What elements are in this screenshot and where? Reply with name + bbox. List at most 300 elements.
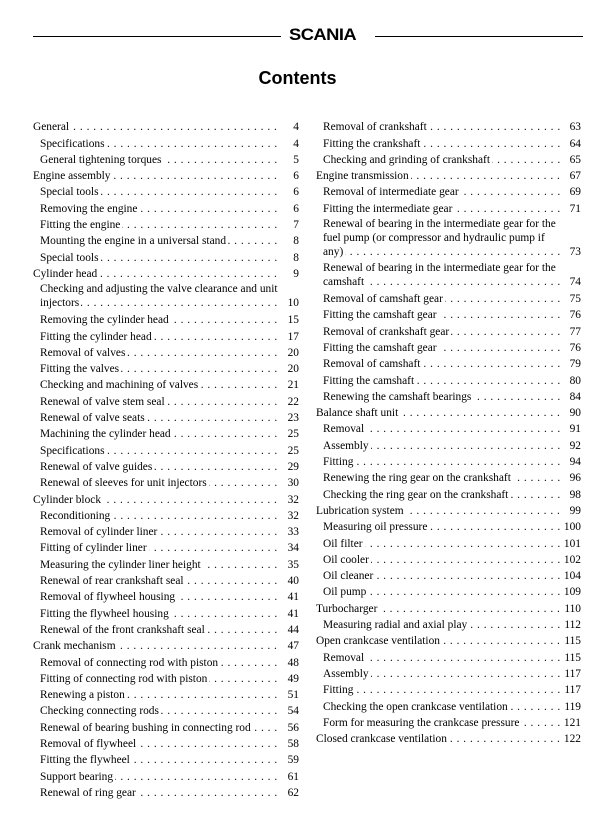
toc-entry-label: Renewal of valve guides: [40, 460, 153, 473]
toc-entry-label: Fitting the cylinder head: [40, 330, 152, 343]
toc-entry-label: Checking and machining of valves: [40, 379, 199, 392]
toc-entry-label: Measuring radial and axial play: [323, 619, 468, 632]
toc-section-entry[interactable]: [33, 118, 299, 134]
toc-right-column: [316, 118, 581, 746]
header-rule-right: [375, 36, 583, 37]
toc-page-number: 9: [281, 267, 299, 281]
toc-entry-label: Support bearing: [40, 770, 114, 783]
toc-subsection-entry[interactable]: [316, 151, 581, 167]
toc-page-number: 47: [281, 639, 299, 653]
toc-subsection-entry[interactable]: [33, 216, 299, 232]
toc-page-number: 33: [281, 525, 299, 539]
toc-entry-text: [323, 569, 560, 583]
toc-page-number: 44: [281, 623, 299, 637]
toc-entry-text: [323, 520, 560, 534]
toc-page-number: 77: [563, 325, 581, 339]
toc-page-number: 117: [560, 683, 581, 697]
toc-page-number: 20: [281, 346, 299, 360]
page-header: [33, 22, 583, 50]
toc-entry-text: [323, 651, 560, 665]
toc-entry-text: [316, 169, 563, 183]
toc-entry-label: Checking and adjusting the valve clearance and unit injectors: [40, 282, 278, 309]
toc-entry-label: Fitting of cylinder liner: [40, 542, 147, 555]
toc-entry-label: Renewal of sleeves for unit injectors: [40, 477, 207, 490]
toc-page-number: 109: [560, 585, 581, 599]
toc-page-number: 100: [560, 520, 581, 534]
toc-subsection-entry[interactable]: [33, 232, 299, 248]
toc-section-entry[interactable]: [316, 167, 581, 183]
toc-entry-text: [323, 292, 563, 306]
toc-page-number: 63: [563, 120, 581, 134]
toc-entry-text: [40, 282, 281, 310]
toc-entry-label: Removal of camshaft gear: [323, 293, 443, 306]
toc-entry-label: Removal: [323, 423, 365, 436]
toc-page-number: 115: [560, 634, 581, 648]
toc-subsection-entry[interactable]: [33, 199, 299, 215]
toc-page-number: 8: [281, 234, 299, 248]
toc-entry-text: [40, 218, 281, 232]
toc-section-entry[interactable]: [316, 599, 581, 615]
toc-subsection-entry[interactable]: [316, 665, 581, 681]
toc-subsection-entry[interactable]: [33, 425, 299, 441]
toc-subsection-entry[interactable]: [33, 572, 299, 588]
toc-entry-label: Renewal of bearing in the intermediate gear for the camshaft: [323, 261, 556, 288]
toc-subsection-entry[interactable]: [316, 260, 581, 290]
toc-entry-text: [323, 153, 563, 167]
toc-entry-text: [40, 444, 281, 458]
toc-entry-text: [323, 374, 563, 388]
toc-section-entry[interactable]: [33, 167, 299, 183]
toc-page-number: 73: [563, 245, 581, 259]
toc-subsection-entry[interactable]: [316, 518, 581, 534]
toc-page-number: 30: [281, 476, 299, 490]
toc-subsection-entry[interactable]: [33, 474, 299, 490]
toc-entry-label: Specifications: [40, 137, 105, 150]
toc-entry-label: Removal of connecting rod with piston: [40, 656, 219, 669]
toc-subsection-entry[interactable]: [33, 555, 299, 571]
toc-entry-text: [323, 683, 560, 697]
toc-page-number: 35: [281, 558, 299, 572]
toc-subsection-entry[interactable]: [316, 118, 581, 134]
toc-page-number: 23: [281, 411, 299, 425]
toc-entry-label: Removal: [323, 651, 365, 664]
toc-page-number: 41: [281, 607, 299, 621]
toc-entry-text: [40, 509, 281, 523]
toc-entry-label: Fitting the valves: [40, 363, 120, 376]
toc-page-number: 94: [563, 455, 581, 469]
toc-entry-text: [40, 313, 281, 327]
toc-entry-text: [323, 488, 563, 502]
toc-page-number: 49: [281, 672, 299, 686]
toc-entry-label: Renewal of valve seats: [40, 412, 145, 425]
toc-subsection-entry[interactable]: [316, 648, 581, 664]
toc-entry-text: [33, 169, 281, 183]
toc-entry-label: Fitting the flywheel housing: [40, 607, 169, 620]
toc-page-number: 64: [563, 137, 581, 151]
toc-entry-text: [323, 553, 560, 567]
toc-subsection-entry[interactable]: [33, 409, 299, 425]
toc-entry-label: Removal of valves: [40, 346, 126, 359]
toc-page-number: 117: [560, 667, 581, 681]
toc-subsection-entry[interactable]: [33, 344, 299, 360]
toc-subsection-entry[interactable]: [33, 376, 299, 392]
toc-entry-text: [33, 639, 281, 653]
toc-entry-text: [40, 185, 281, 199]
toc-page-number: 91: [563, 422, 581, 436]
toc-entry-label: Oil cleaner: [323, 570, 374, 583]
toc-entry-text: [40, 525, 281, 539]
toc-page-number: 10: [281, 296, 299, 310]
toc-entry-label: Form for measuring the crankcase pressure: [323, 716, 520, 729]
toc-entry-label: Engine transmission: [316, 170, 409, 183]
toc-subsection-entry[interactable]: [33, 507, 299, 523]
toc-subsection-entry[interactable]: [33, 702, 299, 718]
toc-subsection-entry[interactable]: [316, 306, 581, 322]
toc-subsection-entry[interactable]: [33, 686, 299, 702]
toc-entry-text: [323, 120, 563, 134]
toc-subsection-entry[interactable]: [316, 388, 581, 404]
toc-page-number: 121: [560, 716, 581, 730]
toc-subsection-entry[interactable]: [33, 523, 299, 539]
toc-entry-text: [316, 602, 560, 616]
toc-page-number: 71: [563, 202, 581, 216]
toc-entry-text: [40, 427, 281, 441]
toc-subsection-entry[interactable]: [33, 248, 299, 264]
toc-subsection-entry[interactable]: [33, 670, 299, 686]
toc-entry-label: Removal of flywheel: [40, 737, 137, 750]
toc-page-number: 8: [281, 251, 299, 265]
toc-page-number: 41: [281, 590, 299, 604]
toc-entry-label: Assembly: [323, 667, 369, 680]
toc-section-entry[interactable]: [33, 265, 299, 281]
toc-entry-text: [40, 234, 281, 248]
toc-entry-label: Renewal of bearing bushing in connecting rod: [40, 721, 251, 734]
toc-entry-label: Fitting: [323, 684, 354, 697]
toc-page-number: 48: [281, 656, 299, 670]
toc-subsection-entry[interactable]: [316, 616, 581, 632]
toc-entry-label: Engine assembly: [33, 170, 111, 183]
toc-subsection-entry[interactable]: [33, 653, 299, 669]
toc-entry-text: [40, 672, 281, 686]
scania-logo: SCANIA: [289, 25, 357, 44]
toc-subsection-entry[interactable]: [33, 392, 299, 408]
toc-entry-text: [316, 732, 560, 746]
toc-subsection-entry[interactable]: [316, 714, 581, 730]
toc-entry-text: [40, 737, 281, 751]
toc-subsection-entry[interactable]: [33, 151, 299, 167]
toc-entry-label: Fitting of connecting rod with piston: [40, 672, 208, 685]
toc-subsection-entry[interactable]: [316, 681, 581, 697]
toc-entry-label: Turbocharger: [316, 602, 378, 615]
toc-subsection-entry[interactable]: [316, 697, 581, 713]
toc-page-number: 29: [281, 460, 299, 474]
toc-entry-text: [316, 406, 563, 420]
toc-entry-label: Cylinder head: [33, 267, 98, 280]
toc-page-number: 112: [560, 618, 581, 632]
toc-entry-label: Fitting the camshaft: [323, 374, 415, 387]
toc-entry-label: Reconditioning: [40, 509, 111, 522]
toc-entry-label: Closed crankcase ventilation: [316, 733, 447, 746]
toc-entry-label: General tightening torques: [40, 153, 162, 166]
toc-subsection-entry[interactable]: [316, 199, 581, 215]
toc-page-number: 6: [281, 202, 299, 216]
toc-subsection-entry[interactable]: [316, 355, 581, 371]
toc-entry-text: [40, 378, 281, 392]
toc-entry-label: Special tools: [40, 186, 99, 199]
toc-entry-label: Mounting the engine in a universal stand: [40, 235, 227, 248]
toc-entry-label: Assembly: [323, 439, 369, 452]
toc-subsection-entry[interactable]: [316, 453, 581, 469]
toc-entry-text: [40, 362, 281, 376]
toc-subsection-entry[interactable]: [33, 735, 299, 751]
toc-page-number: 6: [281, 169, 299, 183]
toc-entry-text: [40, 153, 281, 167]
toc-subsection-entry[interactable]: [316, 134, 581, 150]
toc-entry-text: [323, 422, 563, 436]
toc-entry-text: [323, 357, 563, 371]
toc-entry-label: Oil pump: [323, 586, 367, 599]
toc-subsection-entry[interactable]: [316, 290, 581, 306]
toc-subsection-entry[interactable]: [316, 371, 581, 387]
toc-subsection-entry[interactable]: [316, 183, 581, 199]
toc-subsection-entry[interactable]: [33, 604, 299, 620]
toc-page-number: 99: [563, 504, 581, 518]
toc-subsection-entry[interactable]: [316, 216, 581, 260]
toc-page-number: 76: [563, 341, 581, 355]
toc-entry-text: [33, 120, 281, 134]
toc-entry-text: [33, 267, 281, 281]
toc-entry-text: [323, 261, 563, 289]
toc-page-number: 4: [281, 120, 299, 134]
toc-page-number: 90: [563, 406, 581, 420]
toc-entry-label: Fitting the crankshaft: [323, 137, 421, 150]
toc-page-number: 25: [281, 427, 299, 441]
toc-entry-text: [323, 585, 560, 599]
toc-subsection-entry[interactable]: [316, 583, 581, 599]
toc-entry-label: Renewal of ring gear: [40, 786, 136, 799]
toc-subsection-entry[interactable]: [33, 621, 299, 637]
toc-page-number: 69: [563, 185, 581, 199]
toc-entry-text: [40, 346, 281, 360]
toc-page-number: 32: [281, 509, 299, 523]
toc-entry-text: [40, 202, 281, 216]
toc-entry-text: [40, 688, 281, 702]
toc-page-number: 21: [281, 378, 299, 392]
toc-subsection-entry[interactable]: [316, 485, 581, 501]
toc-page-number: 92: [563, 439, 581, 453]
toc-entry-label: Fitting the intermediate gear: [323, 202, 453, 215]
header-rule-left: [33, 36, 281, 37]
toc-page-number: 75: [563, 292, 581, 306]
toc-entry-label: Fitting the camshaft gear: [323, 309, 437, 322]
toc-page-number: 56: [281, 721, 299, 735]
toc-page-number: 84: [563, 390, 581, 404]
toc-entry-text: [40, 656, 281, 670]
toc-entry-text: [323, 390, 563, 404]
toc-entry-label: Fitting the engine: [40, 219, 121, 232]
toc-entry-label: Open crankcase ventilation: [316, 635, 440, 648]
toc-entry-text: [323, 202, 563, 216]
toc-entry-text: [40, 411, 281, 425]
toc-entry-label: Renewing a piston: [40, 689, 125, 702]
toc-subsection-entry[interactable]: [33, 588, 299, 604]
toc-entry-text: [323, 667, 560, 681]
toc-entry-label: General: [33, 121, 70, 134]
toc-entry-label: Renewal of bearing in the intermediate gear for the fuel pump (or compressor and hydraulic pump if any): [323, 217, 556, 258]
toc-section-entry[interactable]: [33, 637, 299, 653]
toc-entry-text: [40, 590, 281, 604]
toc-subsection-entry[interactable]: [316, 534, 581, 550]
toc-entry-text: [40, 395, 281, 409]
toc-entry-text: [40, 541, 281, 555]
toc-entry-text: [40, 623, 281, 637]
toc-entry-label: Measuring oil pressure: [323, 521, 428, 534]
toc-entry-label: Renewal of rear crankshaft seal: [40, 575, 184, 588]
toc-subsection-entry[interactable]: [33, 311, 299, 327]
toc-entry-text: [323, 185, 563, 199]
toc-page-number: 96: [563, 471, 581, 485]
toc-left-column: [33, 118, 299, 800]
toc-page-number: 115: [560, 651, 581, 665]
toc-subsection-entry[interactable]: [316, 469, 581, 485]
toc-page-number: 79: [563, 357, 581, 371]
toc-entry-label: Oil cooler: [323, 553, 369, 566]
toc-entry-label: Checking connecting rods: [40, 705, 159, 718]
toc-page-number: 15: [281, 313, 299, 327]
toc-page-number: 34: [281, 541, 299, 555]
toc-entry-label: Crank mechanism: [33, 640, 116, 653]
toc-section-entry[interactable]: [316, 502, 581, 518]
toc-subsection-entry[interactable]: [33, 134, 299, 150]
toc-subsection-entry[interactable]: [316, 420, 581, 436]
toc-entry-label: Lubrication system: [316, 504, 404, 517]
toc-subsection-entry[interactable]: [33, 360, 299, 376]
toc-subsection-entry[interactable]: [33, 183, 299, 199]
toc-entry-label: Balance shaft unit: [316, 407, 399, 420]
toc-entry-text: [40, 607, 281, 621]
toc-page-number: 58: [281, 737, 299, 751]
toc-page-number: 54: [281, 704, 299, 718]
toc-entry-label: Fitting the flywheel: [40, 754, 130, 767]
toc-section-entry[interactable]: [316, 632, 581, 648]
toc-page-number: 74: [563, 275, 581, 289]
toc-entry-text: [316, 634, 560, 648]
toc-subsection-entry[interactable]: [33, 767, 299, 783]
toc-entry-label: Cylinder block: [33, 493, 102, 506]
toc-entry-label: Measuring the cylinder liner height: [40, 558, 201, 571]
toc-subsection-entry[interactable]: [316, 339, 581, 355]
toc-subsection-entry[interactable]: [33, 751, 299, 767]
toc-subsection-entry[interactable]: [316, 322, 581, 338]
toc-section-entry[interactable]: [33, 490, 299, 506]
toc-entry-label: Specifications: [40, 444, 105, 457]
toc-entry-text: [323, 618, 560, 632]
toc-entry-label: Removal of flywheel housing: [40, 591, 176, 604]
toc-entry-label: Checking the open crankcase ventilation: [323, 700, 508, 713]
toc-page-number: 65: [563, 153, 581, 167]
toc-page-number: 40: [281, 574, 299, 588]
toc-page-number: 17: [281, 330, 299, 344]
toc-entry-text: [40, 460, 281, 474]
toc-page-number: 119: [560, 700, 581, 714]
toc-entry-label: Removing the engine: [40, 202, 138, 215]
toc-entry-label: Fitting the camshaft gear: [323, 341, 437, 354]
toc-entry-text: [40, 753, 281, 767]
toc-page-number: 20: [281, 362, 299, 376]
toc-entry-text: [40, 137, 281, 151]
toc-subsection-entry[interactable]: [33, 281, 299, 311]
toc-page-number: 122: [560, 732, 581, 746]
toc-entry-label: Machining the cylinder head: [40, 428, 171, 441]
toc-page-number: 76: [563, 308, 581, 322]
toc-entry-label: Removal of crankshaft gear: [323, 325, 450, 338]
toc-entry-label: Removal of intermediate gear: [323, 186, 459, 199]
toc-page-number: 101: [560, 537, 581, 551]
toc-entry-label: Removal of camshaft: [323, 358, 421, 371]
toc-entry-label: Checking and grinding of crankshaft: [323, 153, 491, 166]
toc-subsection-entry[interactable]: [33, 458, 299, 474]
toc-entry-label: Checking the ring gear on the crankshaft: [323, 488, 509, 501]
toc-entry-text: [323, 341, 563, 355]
toc-subsection-entry[interactable]: [33, 784, 299, 800]
toc-page-number: 4: [281, 137, 299, 151]
toc-subsection-entry[interactable]: [316, 551, 581, 567]
toc-section-entry[interactable]: [316, 730, 581, 746]
toc-page-number: 32: [281, 493, 299, 507]
toc-entry-label: Renewal of valve stem seal: [40, 395, 165, 408]
toc-entry-text: [40, 330, 281, 344]
toc-entry-text: [40, 574, 281, 588]
toc-subsection-entry[interactable]: [316, 567, 581, 583]
toc-entry-label: Removing the cylinder head: [40, 314, 169, 327]
toc-subsection-entry[interactable]: [33, 718, 299, 734]
toc-subsection-entry[interactable]: [33, 327, 299, 343]
toc-page-number: 5: [281, 153, 299, 167]
toc-entry-text: [323, 325, 563, 339]
toc-subsection-entry[interactable]: [316, 436, 581, 452]
toc-page-number: 51: [281, 688, 299, 702]
page-title: Contents: [258, 68, 337, 88]
toc-entry-text: [323, 537, 560, 551]
toc-page-number: 67: [563, 169, 581, 183]
toc-entry-text: [33, 493, 281, 507]
toc-page-number: 80: [563, 374, 581, 388]
toc-page-number: 104: [560, 569, 581, 583]
toc-entry-text: [323, 217, 563, 259]
toc-subsection-entry[interactable]: [33, 539, 299, 555]
toc-entry-text: [40, 251, 281, 265]
toc-entry-label: Renewing the ring gear on the crankshaft: [323, 472, 511, 485]
toc-page-number: 110: [560, 602, 581, 616]
toc-section-entry[interactable]: [316, 404, 581, 420]
toc-entry-text: [40, 786, 281, 800]
toc-entry-label: Renewing the camshaft bearings: [323, 390, 472, 403]
toc-entry-text: [323, 308, 563, 322]
toc-entry-text: [40, 770, 281, 784]
toc-page-number: 62: [281, 786, 299, 800]
toc-entry-label: Special tools: [40, 251, 99, 264]
toc-entry-text: [323, 137, 563, 151]
toc-page-number: 6: [281, 185, 299, 199]
toc-entry-text: [323, 716, 560, 730]
toc-subsection-entry[interactable]: [33, 441, 299, 457]
toc-entry-text: [316, 504, 563, 518]
toc-page-number: 25: [281, 444, 299, 458]
toc-entry-label: Removal of cylinder liner: [40, 526, 158, 539]
toc-page-number: 22: [281, 395, 299, 409]
toc-page-number: 61: [281, 770, 299, 784]
toc-entry-text: [323, 455, 563, 469]
